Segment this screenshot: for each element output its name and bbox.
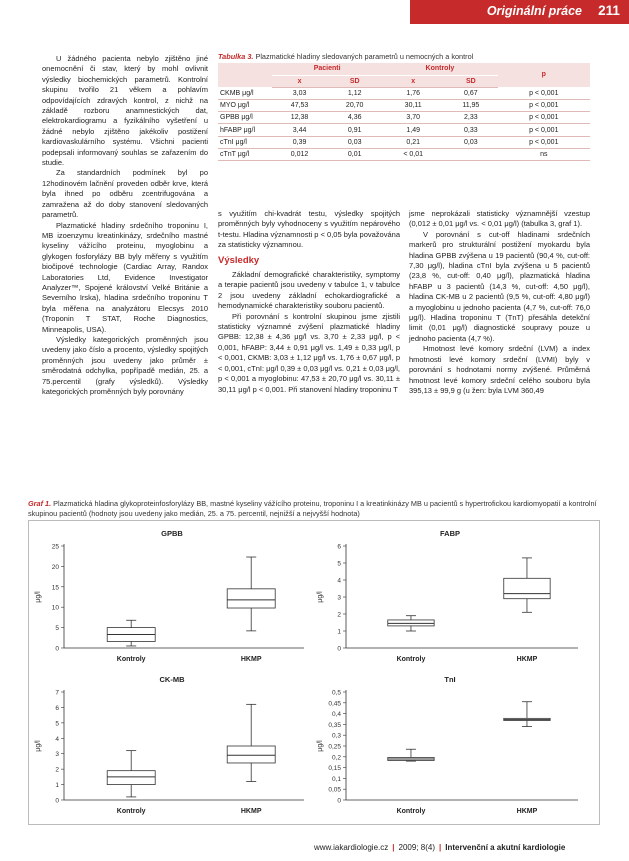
cell: 3,03 (272, 87, 327, 99)
cell: p < 0,001 (498, 87, 590, 99)
row-label: MYO μg/l (218, 100, 272, 112)
cell: p < 0,001 (498, 100, 590, 112)
table-corner (218, 63, 272, 87)
cell: 4,36 (327, 112, 382, 124)
text-column-2 (218, 209, 400, 395)
y-tick-label: 3 (337, 594, 341, 602)
y-tick-label: 7 (55, 689, 59, 697)
y-tick-label: 5 (55, 625, 59, 633)
y-axis-label: μg/l (35, 591, 42, 603)
sub-header-sd: SD (444, 75, 497, 87)
chart-title: FABP (439, 529, 461, 538)
y-tick-label: 0 (55, 797, 59, 805)
y-tick-label: 0,2 (331, 754, 341, 762)
text-column-1 (42, 54, 208, 397)
y-axis-label: μg/l (35, 740, 42, 752)
table-row (218, 124, 590, 136)
cell: 30,11 (382, 100, 444, 112)
category-label: HKMP (240, 808, 262, 815)
footer-journal: Intervenční a akutní kardiologie (445, 843, 566, 852)
cell: p < 0,001 (498, 136, 590, 148)
table-caption-text: Plazmatické hladiny sledovaných parametrů u nemocných a kontrol (253, 52, 474, 61)
y-tick-label: 1 (337, 628, 341, 636)
table-row (218, 87, 590, 99)
row-label: cTnI μg/l (218, 136, 272, 148)
y-tick-label: 10 (51, 604, 59, 612)
y-tick-label: 1 (55, 782, 59, 790)
footer-issue: 2009; 8(4) (398, 843, 435, 852)
y-tick-label: 15 (51, 584, 59, 592)
footer-separator: | (392, 843, 395, 852)
chart-title: GPBB (161, 529, 183, 538)
sub-header-x: x (382, 75, 444, 87)
row-label: hFABP μg/l (218, 124, 272, 136)
paragraph: Plazmatické hladiny srdečního troponinu I, MB izoenzymu kreatinkinázy, srdečního mastné kyseliny vážícího proteinu, myoglobinu a glykogen fosforylázy BB byly měřeny s využitím biočipové technologie (Cardiac Array, Randox Laboratories Ltd, Evidence Investigator Analyzer™, Spojené království Velké Británie a Severního Irska), hladina srdečního troponinu T byla měřena na analyzátoru Elecsys 2010 (Troponin T STAT, Roche Diagnostics, Minneapolis, USA). (42, 220, 208, 334)
row-label: CKMB μg/l (218, 87, 272, 99)
cell: 0,39 (272, 136, 327, 148)
box (227, 589, 275, 608)
category-label: HKMP (516, 656, 538, 663)
category-label: Kontroly (396, 808, 426, 815)
cell: 0,33 (444, 124, 497, 136)
y-tick-label: 0,45 (328, 700, 341, 708)
paragraph: Při porovnání s kontrolní skupinou jsme zjistili statisticky významné zvýšení plazmatické hladiny GPBB: 12,38 ± 4,36 μg/l vs. 3,70 ± 2,33 μg/l, p < 0,001, hFABP: 3,44 ± 0,91 μg/l vs. 1,49 ± 0,33 μg/l, p < 0,001, CKMB: 3,03 ± 1,12 μg/l vs. 1,76 ± 0,67 μg/l, p < 0,001, cTnI: μg/l 0,39 ± 0,03 μg/l vs. 0,21 ± 0,03 μg/l, p < 0,001 a myoglobinu: 47,53 ± 20,70 μg/l vs. 30,11 ± 30,11 μg/l p < 0,001. Při stanovení hladiny troponinu T (218, 311, 400, 394)
text-column-3 (409, 209, 590, 396)
cell: 1,49 (382, 124, 444, 136)
category-label: HKMP (240, 656, 262, 663)
y-tick-label: 6 (55, 704, 59, 712)
row-label: cTnT μg/l (218, 148, 272, 160)
cell: 0,012 (272, 148, 327, 160)
figure-caption-text: Plazmatická hladina glykoproteinfosforylázy BB, mastné kyseliny vážícího proteinu, troponinu I a kreatinkinázy MB u pacientů s hypertrofickou kardiomyopatií a kontrolní skupinou pacientů (hodnoty jsou uvedeny jako medián, 25. a 75. percentil, nejnižší a nejvyšší hodnota) (28, 499, 597, 518)
y-axis-label: μg/l (317, 591, 324, 603)
paragraph: V porovnání s cut-off hladinami srdečních markerů pro strukturální postižení myokardu byla hladina GPBB zvýšena u 19 pacientů (90,4 %, cut-off: 7,30 μg/l), hladina cTnI byla zvýšena u 5 pacientů (23,8 %, cut-off: 0,40 μg/l), plazmatická hladina hFABP u 3 pacientů (14,3 %, cut-off: 4,50 μg/l), hladina CK-MB u 2 pacientů (9,5 %, cut-off: 4,80 μg/l) a myoglobinu u jednoho pacienta (4,7 %, cut-off: 76,0 μg/l). Hladina troponinu T (TnT) přesáhla detekční limit (0,01 μg/l) diagnostické soupravy pouze u jednoho pacienta (4,7 %). (409, 229, 590, 343)
y-tick-label: 5 (337, 560, 341, 568)
cell: 11,95 (444, 100, 497, 112)
category-label: Kontroly (116, 808, 146, 815)
paragraph: jsme neprokázali statisticky významnější vzestup (0,012 ± 0,01 μg/l vs. < 0,01 μg/l) (tabulka 3, graf 1). (409, 209, 590, 229)
y-tick-label: 0,25 (328, 743, 341, 751)
section-title: Originální práce (486, 4, 582, 18)
category-label: Kontroly (116, 656, 146, 663)
y-tick-label: 4 (55, 735, 59, 743)
footer (314, 843, 565, 852)
y-tick-label: 20 (51, 563, 59, 571)
paragraph: Za standardních podmínek byl po 12hodinovém lačnění proveden odběr krve, která byla ihned po odběru zcentrifugována a zamražena až do doby stanovení sledovaných parametrů. (42, 168, 208, 220)
cell: 0,03 (444, 136, 497, 148)
cell: 0,21 (382, 136, 444, 148)
cell: 3,44 (272, 124, 327, 136)
y-tick-label: 0 (337, 645, 341, 653)
row-label: GPBB μg/l (218, 112, 272, 124)
y-tick-label: 0,1 (331, 775, 341, 783)
box (107, 771, 155, 785)
category-label: Kontroly (396, 656, 426, 663)
y-tick-label: 6 (337, 543, 341, 551)
sub-header-sd: SD (327, 75, 382, 87)
cell: 1,12 (327, 87, 382, 99)
data-table (218, 63, 590, 161)
figure-caption (28, 499, 600, 519)
header-kontroly: Kontroly (382, 63, 497, 75)
cell: 3,70 (382, 112, 444, 124)
chart-title: CK-MB (159, 675, 185, 684)
y-tick-label: 0,5 (331, 689, 341, 697)
box (227, 746, 275, 763)
table-label: Tabulka 3. (218, 52, 254, 61)
table-row (218, 148, 590, 160)
cell: 0,03 (327, 136, 382, 148)
section-heading: Výsledky (218, 254, 260, 266)
cell: 0,67 (444, 87, 497, 99)
table-row (218, 136, 590, 148)
cell: 47,53 (272, 100, 327, 112)
cell (444, 148, 497, 160)
y-tick-label: 25 (51, 543, 59, 551)
chart-title: TnI (444, 675, 456, 684)
boxplot-figure (28, 520, 600, 825)
cell: p < 0,001 (498, 124, 590, 136)
box (504, 578, 550, 598)
paragraph: Hmotnost levé komory srdeční (LVM) a index hmotnosti levé komory srdeční (LVMI) byly v porovnání s hodnotami normy zvýšené. Průměrná hmotnost levé komory srdeční celého souboru byla 395,13 ± 99,9 g (u žen: byla LVM 360,49 (409, 344, 590, 395)
y-tick-label: 0,3 (331, 732, 341, 740)
cell: p < 0,001 (498, 112, 590, 124)
sub-header-x: x (272, 75, 327, 87)
paragraph: U žádného pacienta nebylo zjištěno jiné onemocnění či stav, který by mohl ovlivnit výsledky biochemických parametrů. Kontrolní skupinu tvořilo 21 věkem a pohlavím odpovídajících zdravých kontrol, z nichž na základě rozboru anamnestických dat, elektrokardiogramu a fyzikálního vyšetření u žádné nebylo zjištěno jakékoliv postižení kardiovaskulárního systému. Všichni pacienti podepsali informovaný souhlas se zařazením do studie. (42, 54, 208, 168)
cell: ns (498, 148, 590, 160)
y-tick-label: 0 (337, 797, 341, 805)
y-tick-label: 0,35 (328, 721, 341, 729)
category-label: HKMP (516, 808, 538, 815)
header-pacienti: Pacienti (272, 63, 382, 75)
header-p: p (498, 63, 590, 87)
table-caption (218, 52, 590, 61)
table-row (218, 112, 590, 124)
y-tick-label: 0,15 (328, 765, 341, 773)
y-tick-label: 2 (55, 766, 59, 774)
y-axis-label: μg/l (317, 740, 324, 752)
cell: 0,01 (327, 148, 382, 160)
y-tick-label: 0,4 (331, 711, 341, 719)
y-tick-label: 2 (337, 611, 341, 619)
y-tick-label: 0,05 (328, 786, 341, 794)
cell: < 0,01 (382, 148, 444, 160)
y-tick-label: 3 (55, 751, 59, 759)
page-number: 211 (598, 3, 620, 18)
paragraph: Výsledky kategorických proměnných jsou uvedeny jako číslo a procento, výsledky spojitých proměnných jsou uvedeny jako průměr ± směrodatná odchylka, popřípadě medián, 25. a 75.percentil (grafy výsledků). Výsledky kategorických proměnných byly porovnány (42, 334, 208, 396)
footer-url: www.iakardiologie.cz (314, 843, 389, 852)
table-row (218, 100, 590, 112)
cell: 0,91 (327, 124, 382, 136)
paragraph: s využitím chi-kvadrát testu, výsledky spojitých proměnných byly vyhodnoceny s využitím nepárového t-testu. Hladina významnosti p < 0,05 byla považována za statisticky významnou. (218, 209, 400, 250)
figure-label: Graf 1. (28, 499, 52, 508)
cell: 2,33 (444, 112, 497, 124)
y-tick-label: 4 (337, 577, 341, 585)
y-tick-label: 0 (55, 645, 59, 653)
footer-separator: | (438, 843, 442, 852)
y-tick-label: 5 (55, 720, 59, 728)
cell: 1,76 (382, 87, 444, 99)
paragraph: Základní demografické charakteristiky, symptomy a terapie pacientů jsou uvedeny v tabulce 1, v tabulce 2 jsou uvedeny základní echokardiografické a hemodynamické charakteristiky souboru pacientů. (218, 270, 400, 311)
cell: 12,38 (272, 112, 327, 124)
cell: 20,70 (327, 100, 382, 112)
